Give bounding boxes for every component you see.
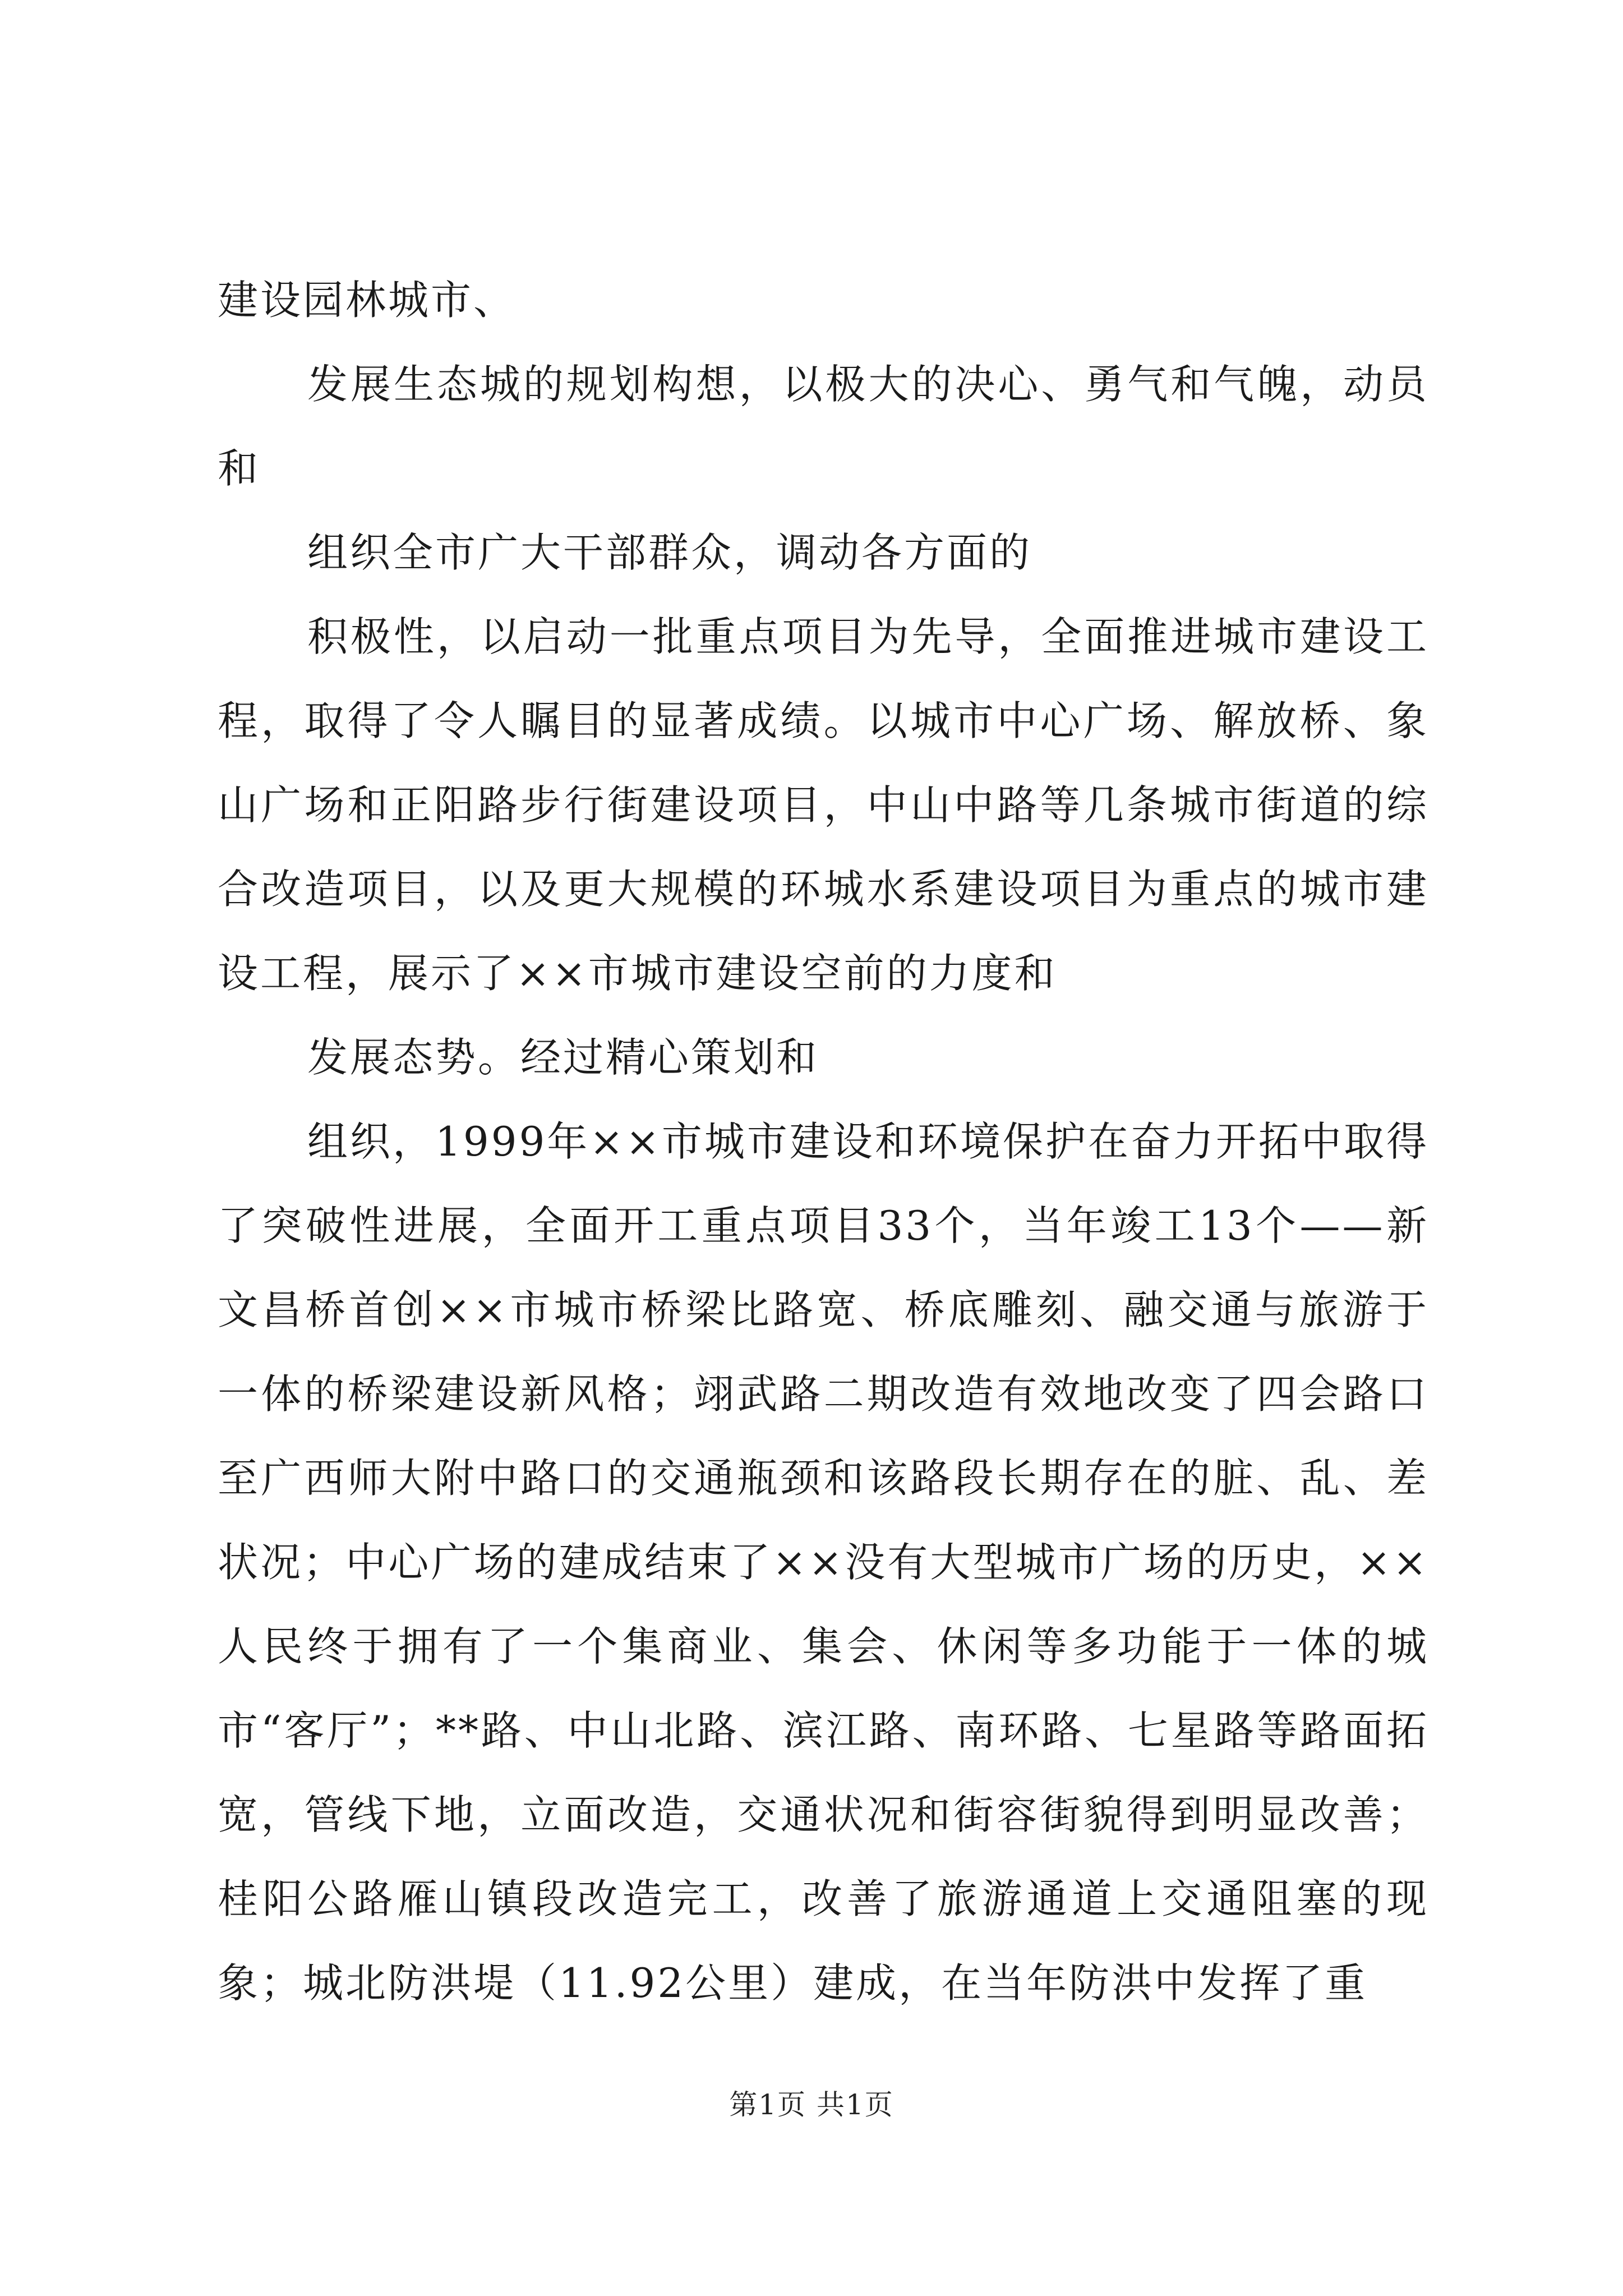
paragraph-6: 组织，1999年××市城市建设和环境保护在奋力开拓中取得了突破性进展，全面开工重点项目33个，当年竣工13个——新文昌桥首创××市城市桥梁比路宽、桥底雕刻、融交通与旅游于一体的桥梁建设新风格；翊武路二期改造有效地改变了四会路口至广西师大附中路口的交通瓶颈和该路段长期存在的脏、乱、差状况；中心广场的建成结束了××没有大型城市广场的历史，××人民终于拥有了一个集商业、集会、休闲等多功能于一体的城市“客厅”；**路、中山北路、滨江路、南环路、七星路等路面拓宽，管线下地，立面改造，交通状况和街容街貌得到明显改善；桂阳公路雁山镇段改造完工，改善了旅游通道上交通阻塞的现象；城北防洪堤（11.92公里）建成，在当年防洪中发挥了重 <box>218 1118 1429 2007</box>
page-footer: 第1页 共1页 <box>729 2088 894 2121</box>
paragraph-4: 积极性，以启动一批重点项目为先导，全面推进城市建设工程，取得了令人瞩目的显著成绩。以城市中心广场、解放桥、象山广场和正阳路步行街建设项目，中山中路等几条城市街道的综合改造项目，以及更大规模的环城水系建设项目为重点的城市建设工程，展示了××市城市建设空前的力度和 <box>218 613 1429 997</box>
paragraph-5: 发展态势。经过精心策划和 <box>307 1034 819 1081</box>
paragraph-1: 建设园林城市、 <box>218 277 517 324</box>
paragraph-3: 组织全市广大干部群众，调动各方面的 <box>307 529 1032 576</box>
body-text <box>218 258 1429 2025</box>
paragraph-2: 发展生态城的规划构想，以极大的决心、勇气和气魄，动员和 <box>218 361 1429 492</box>
